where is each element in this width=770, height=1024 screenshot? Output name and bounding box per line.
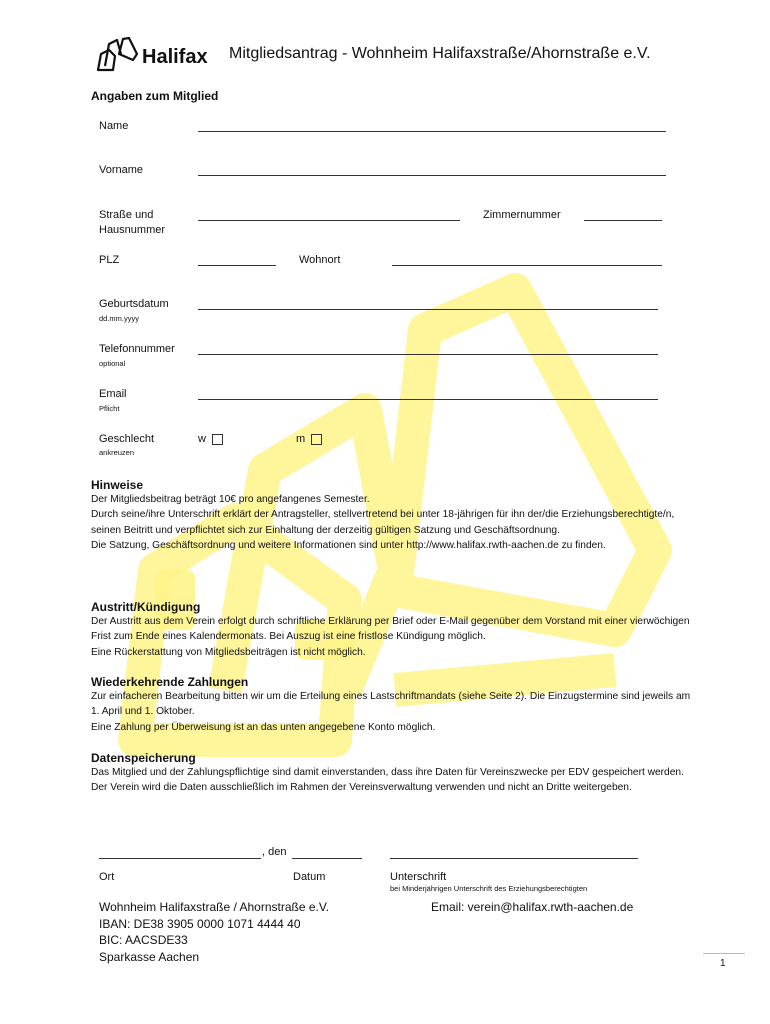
page-number: 1 — [720, 958, 726, 969]
austritt-line: Der Austritt aus dem Verein erfolgt durch schriftliche Erklärung per Brief oder E-Mail gegenüber dem Vorstand mit einer vierwöchigen Frist zum Ende eines Kalendermonats. Bei Auszug ist eine fristlose Kündigung möglich. — [91, 616, 690, 643]
zahlungen-line: Zur einfacheren Bearbeitung bitten wir um die Erteilung eines Lastschriftmandats (siehe Seite 2). Die Einzugstermine sind jeweils am 1. April und 1. Oktober. — [91, 691, 691, 718]
hinweise-line: Durch seine/ihre Unterschrift erklärt der Antragsteller, stellvertretend bei unter 18-jährigen für ihn der/die Erziehungsberechtigte/n, seinen Beitritt und verpflichtet sich zur Einhaltung der derzeitig gültigen Satzung und Geschäftsordnung. — [91, 509, 675, 536]
zimmernummer-label: Zimmernummer — [483, 209, 561, 221]
plz-field[interactable] — [198, 265, 276, 266]
hinweise-text — [91, 492, 691, 554]
wohnort-label: Wohnort — [299, 254, 341, 266]
halifax-logo — [95, 36, 217, 76]
unterschrift-label: Unterschrift — [390, 871, 447, 883]
unterschrift-field[interactable] — [390, 858, 638, 859]
ort-label: Ort — [99, 871, 115, 883]
page-number-divider — [703, 953, 745, 954]
email-field[interactable] — [198, 399, 658, 400]
austritt-text — [91, 614, 691, 660]
zahlungen-heading: Wiederkehrende Zahlungen — [91, 675, 249, 689]
footer-org: Wohnheim Halifaxstraße / Ahornstraße e.V. — [99, 900, 330, 914]
austritt-heading: Austritt/Kündigung — [91, 600, 201, 614]
option-w-label: w — [198, 433, 206, 445]
telefon-label: Telefonnummer — [99, 343, 175, 355]
wohnort-field[interactable] — [392, 265, 662, 266]
telefon-field[interactable] — [198, 354, 658, 355]
geburtsdatum-label: Geburtsdatum — [99, 298, 169, 310]
option-w — [198, 433, 223, 445]
ort-field[interactable] — [99, 858, 261, 859]
email-label: Email — [99, 388, 127, 400]
name-field[interactable] — [198, 131, 666, 132]
zahlungen-text — [91, 689, 691, 735]
zimmernummer-field[interactable] — [584, 220, 662, 221]
datum-label: Datum — [293, 871, 326, 883]
member-section-heading: Angaben zum Mitglied — [91, 89, 219, 103]
footer-email: Email: verein@halifax.rwth-aachen.de — [431, 900, 634, 914]
page-title: Mitgliedsantrag - Wohnheim Halifaxstraße/Ahornstraße e.V. — [229, 45, 651, 62]
plz-label: PLZ — [99, 254, 120, 266]
unterschrift-hint: bei Minderjährigen Unterschrift des Erziehungsberechtigten — [390, 884, 588, 893]
footer-iban: IBAN: DE38 3905 0000 1071 4444 40 — [99, 917, 301, 931]
daten-heading: Datenspeicherung — [91, 751, 196, 765]
hinweise-heading: Hinweise — [91, 478, 144, 492]
email-hint: Pflicht — [99, 404, 120, 413]
zahlungen-line: Eine Zahlung per Überweisung ist an das unten angegebene Konto möglich. — [91, 721, 436, 733]
footer-bank: Sparkasse Aachen — [99, 950, 200, 964]
den-text: , den — [262, 846, 287, 858]
geburtsdatum-hint: dd.mm.yyyy — [99, 314, 140, 323]
footer-bic: BIC: AACSDE33 — [99, 933, 188, 947]
geschlecht-hint: ankreuzen — [99, 448, 135, 457]
strasse-field[interactable] — [198, 220, 460, 221]
daten-text — [91, 765, 691, 796]
name-label: Name — [99, 120, 129, 132]
vorname-field[interactable] — [198, 175, 666, 176]
datum-field[interactable] — [292, 858, 362, 859]
hausnummer-label: Hausnummer — [99, 224, 166, 236]
austritt-line: Eine Rückerstattung von Mitgliedsbeiträgen ist nicht möglich. — [91, 646, 366, 658]
hinweise-line: Die Satzung, Geschäftsordnung und weitere Informationen sind unter http://www.halifax.rwth-aachen.de zu finden. — [91, 540, 606, 552]
strasse-label: Straße und — [99, 209, 154, 221]
option-m — [296, 433, 322, 445]
option-m-label: m — [296, 433, 306, 445]
geschlecht-label: Geschlecht — [99, 433, 155, 445]
daten-line: Das Mitglied und der Zahlungspflichtige sind damit einverstanden, dass ihre Daten für Vereinszwecke per EDV gespeichert werden. Der Verein wird die Daten ausschließlich im Rahmen der Vereinsverwaltung verwenden und nicht an Dritte weitergeben. — [91, 767, 684, 794]
geburtsdatum-field[interactable] — [198, 309, 658, 310]
vorname-label: Vorname — [99, 164, 144, 176]
checkbox-m[interactable] — [311, 434, 322, 445]
hinweise-line: Der Mitgliedsbeitrag beträgt 10€ pro angefangenes Semester. — [91, 494, 370, 505]
logo-text: Halifax — [142, 46, 208, 68]
telefon-hint: optional — [99, 359, 126, 368]
checkbox-w[interactable] — [212, 434, 223, 445]
